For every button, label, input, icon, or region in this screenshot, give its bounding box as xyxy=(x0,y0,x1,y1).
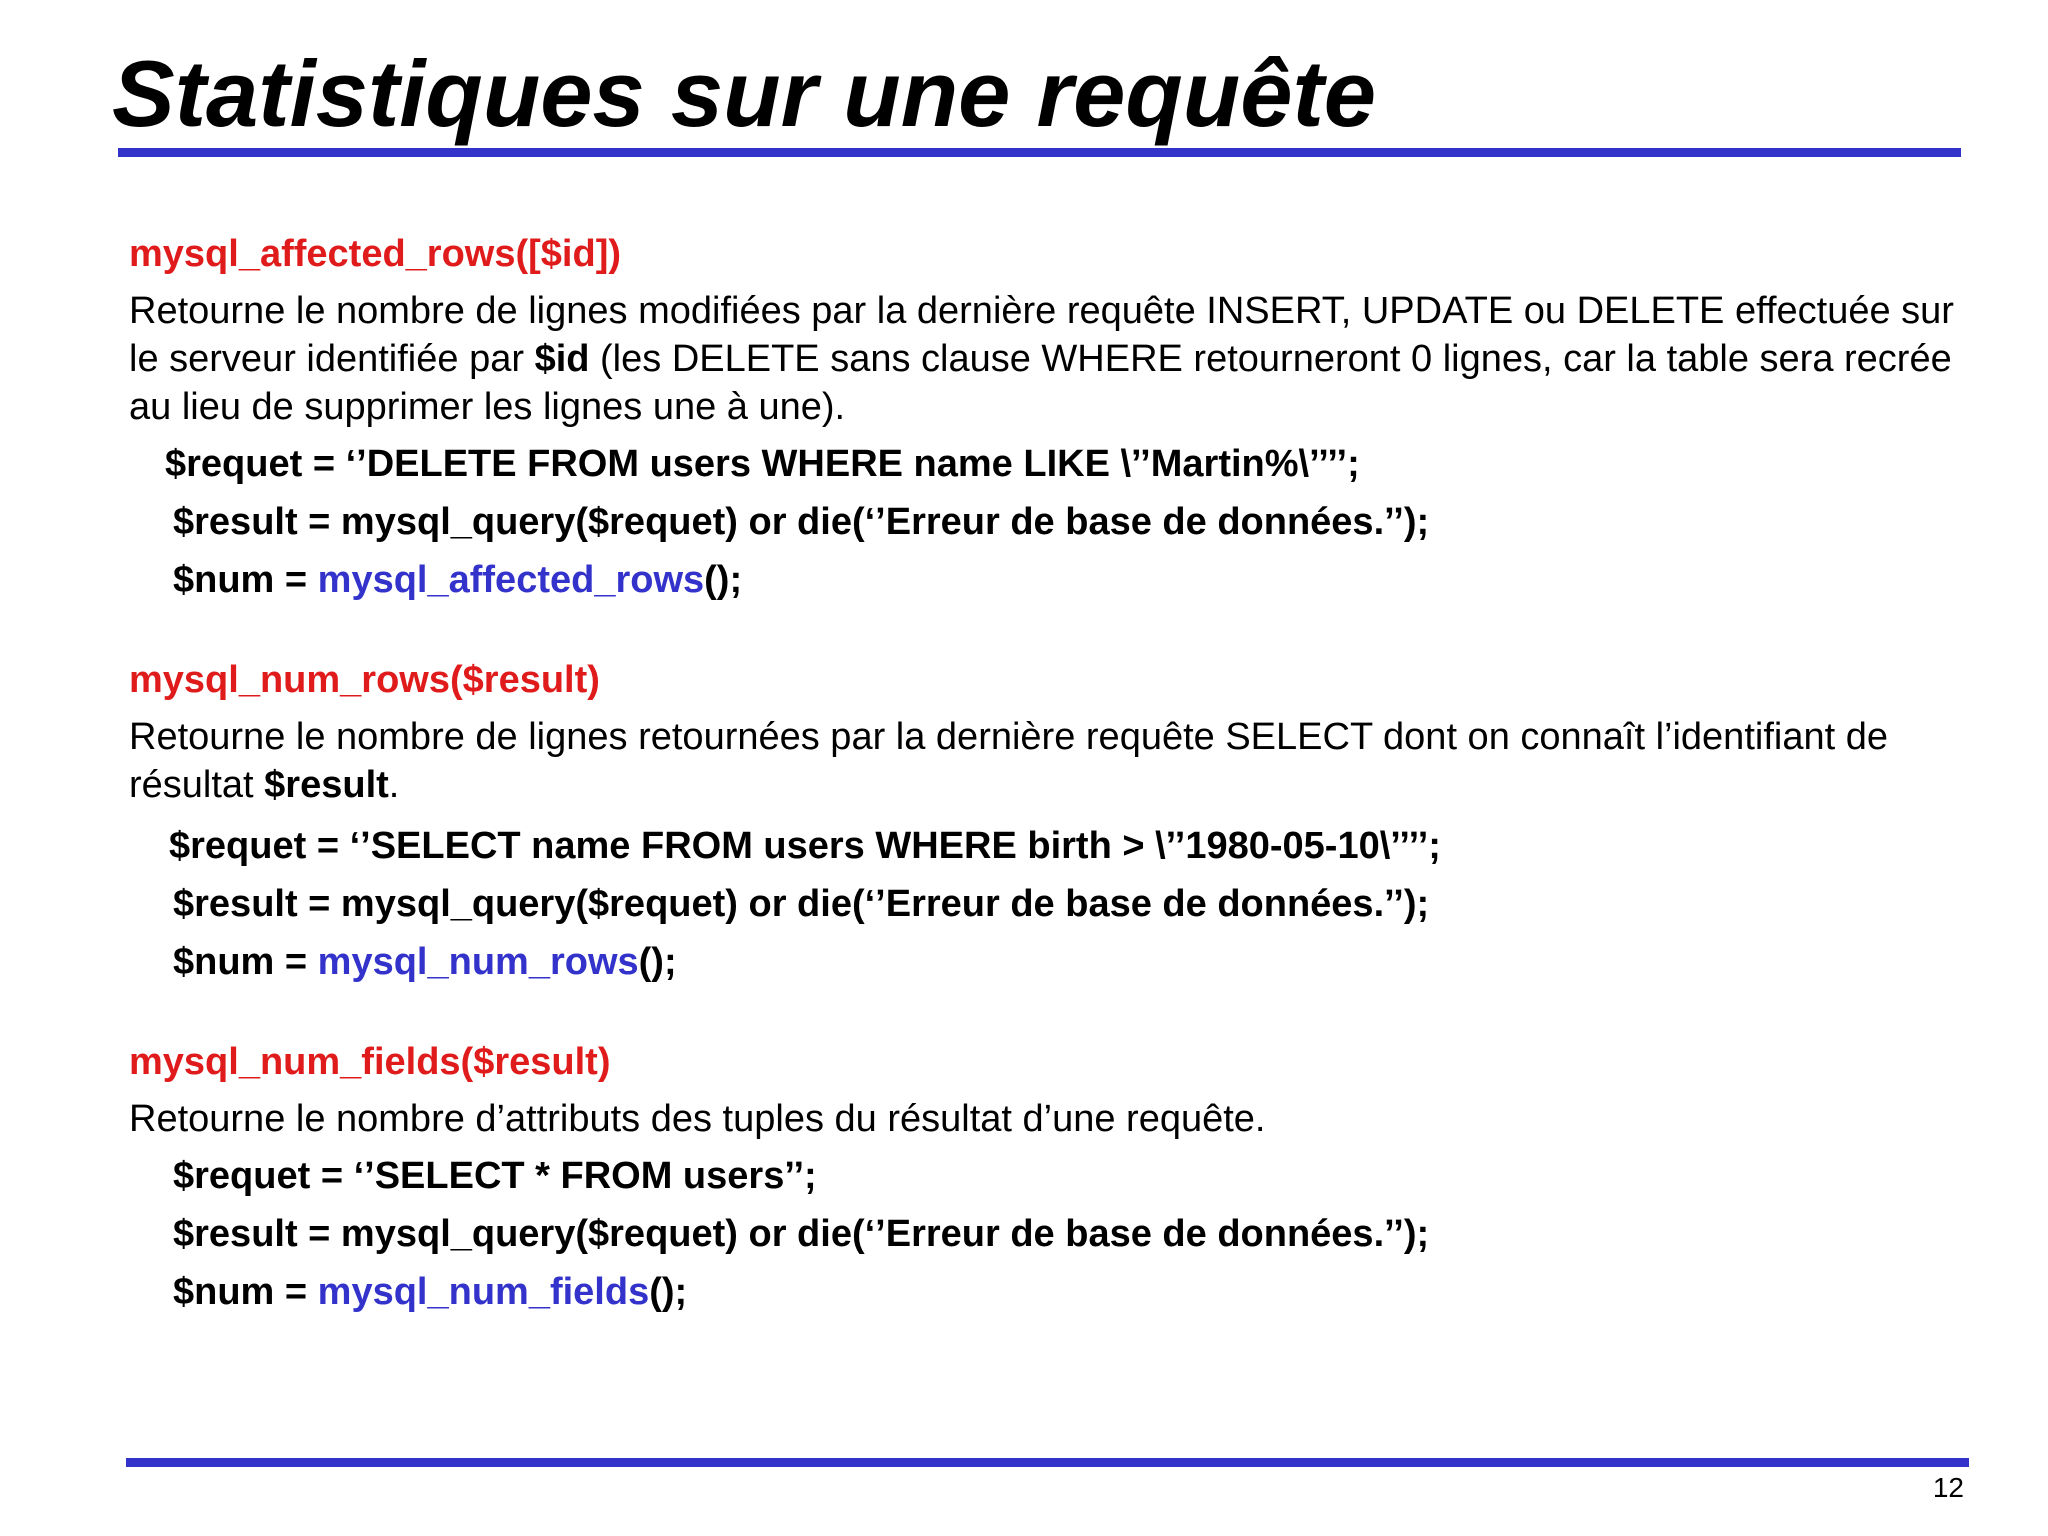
function-description: Retourne le nombre de lignes modifiées par la dernière requête INSERT, UPDATE ou DELETE effectuée sur le serveur identifiée par $id (les DELETE sans clause WHERE retourneront 0 lignes, car la table sera recrée au lieu de supprimer les lignes une à une). xyxy=(129,290,1954,428)
title-underline xyxy=(118,148,1961,157)
function-description: Retourne le nombre d’attributs des tuples du résultat d’une requête. xyxy=(129,1098,1266,1140)
function-call: mysql_num_rows xyxy=(317,941,639,983)
section-affected-rows xyxy=(129,225,1969,609)
section-num-fields xyxy=(129,1033,1969,1321)
code-line: $requet = ‘’DELETE FROM users WHERE name LIKE \’’Martin%\’’’’; xyxy=(165,443,1360,485)
function-call: mysql_num_fields xyxy=(317,1271,650,1313)
code-line: $result = mysql_query($requet) or die(‘’Erreur de base de données.’’); xyxy=(173,1213,1430,1255)
slide-title: Statistiques sur une requête xyxy=(112,41,1377,146)
function-heading: mysql_num_rows($result) xyxy=(129,659,600,701)
code-line: $num = mysql_affected_rows(); xyxy=(173,559,743,601)
function-heading: mysql_affected_rows([$id]) xyxy=(129,233,622,275)
function-description: Retourne le nombre de lignes retournées par la dernière requête SELECT dont on connaît l’identifiant de résultat $result. xyxy=(129,716,1888,806)
code-line: $requet = ‘’SELECT * FROM users’’; xyxy=(173,1155,817,1197)
code-line: $result = mysql_query($requet) or die(‘’Erreur de base de données.’’); xyxy=(173,501,1430,543)
function-call: mysql_affected_rows xyxy=(317,559,705,601)
page-number: 12 xyxy=(1932,1472,1964,1503)
slide-body xyxy=(129,225,1969,1321)
code-line: $num = mysql_num_rows(); xyxy=(173,941,677,983)
footer-rule xyxy=(126,1458,1969,1467)
section-num-rows xyxy=(129,651,1969,991)
code-line: $num = mysql_num_fields(); xyxy=(173,1271,688,1313)
code-line: $requet = ‘’SELECT name FROM users WHERE birth > \’’1980-05-10\’’’’; xyxy=(169,825,1441,867)
code-line: $result = mysql_query($requet) or die(‘’Erreur de base de données.’’); xyxy=(173,883,1430,925)
function-heading: mysql_num_fields($result) xyxy=(129,1041,611,1083)
